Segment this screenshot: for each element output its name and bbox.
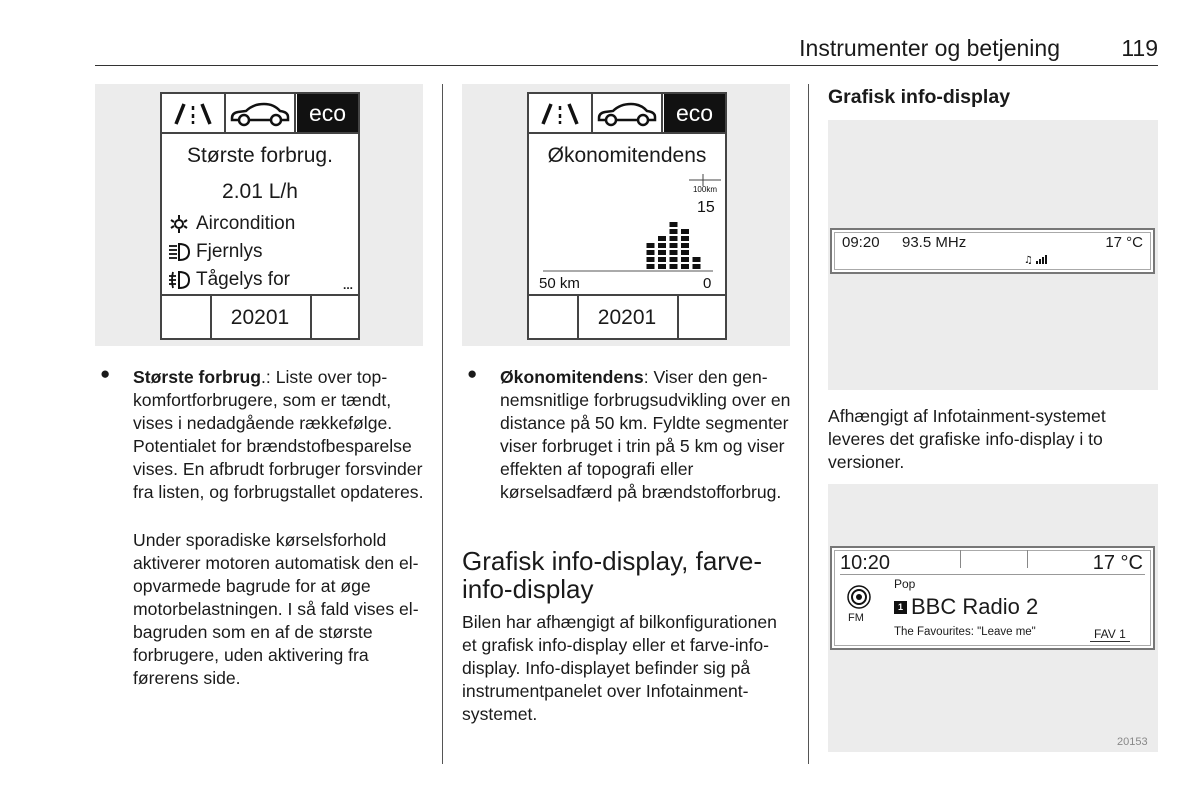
- tab-eco: eco: [297, 94, 358, 132]
- consumer-label: Tågelys for: [196, 269, 290, 290]
- consumer-row: [168, 212, 295, 236]
- trend-bars: [647, 222, 701, 269]
- distance-label: 50 km: [539, 275, 580, 292]
- section-paragraph: Bilen har afhængigt af bilkonfigurationen et grafisk info-display eller et farve-info-display. Info-displayet befinder sig på instrumentpanelet over Infotainment-systemet.: [462, 612, 777, 724]
- trend-bar-segment: [647, 257, 655, 262]
- tab-eco: eco: [664, 94, 725, 132]
- trend-chart: [529, 174, 725, 292]
- separator-tick: [960, 550, 961, 568]
- economy-trend-display: [527, 92, 727, 340]
- column-divider-1: [442, 84, 443, 764]
- bullet-economy-trend: [500, 366, 792, 504]
- car-icon: [226, 94, 294, 132]
- consumption-value: 2.01 L/h: [222, 180, 298, 203]
- consumer-row: [168, 268, 290, 292]
- bullet-marker: ●: [467, 364, 478, 383]
- favourite-label: FAV 1: [1090, 627, 1130, 642]
- consumer-label: Fjernlys: [196, 241, 263, 262]
- scale-label: 100km: [692, 185, 718, 194]
- header-rule: [95, 65, 1158, 66]
- bullet-marker: ●: [100, 364, 111, 383]
- display-footer: [529, 294, 725, 338]
- svg-text:♫: ♫: [1024, 255, 1033, 264]
- more-indicator: ...: [342, 278, 353, 292]
- trend-bar-segment: [670, 257, 678, 262]
- divider-line: [840, 574, 1145, 575]
- trend-bar-segment: [681, 243, 689, 248]
- trend-bar-segment: [658, 264, 666, 269]
- tab-car: [226, 94, 296, 132]
- consumer-label: Aircondition: [196, 213, 296, 234]
- trend-bar-segment: [658, 243, 666, 248]
- trend-bar-segment: [647, 264, 655, 269]
- outside-temperature: 17 °C: [1092, 552, 1143, 574]
- outside-temperature: 17 °C: [1105, 234, 1143, 251]
- display-bezel: [834, 232, 1151, 270]
- trend-bar-segment: [670, 222, 678, 227]
- consumption-display: [160, 92, 360, 340]
- front-fog-light-icon: [168, 270, 190, 290]
- trend-bar-segment: [670, 250, 678, 255]
- program-type: Pop: [894, 577, 916, 591]
- footer-code: 20201: [230, 306, 290, 329]
- radio-broadcast-icon: [846, 584, 872, 610]
- station-name-row: [894, 594, 1038, 620]
- trend-bar-segment: [670, 229, 678, 234]
- display-footer: [162, 294, 358, 338]
- tab-road: [162, 94, 226, 132]
- trend-bar-segment: [681, 257, 689, 262]
- song-info: The Favourites: "Leave me": [894, 626, 1036, 638]
- trend-bar-segment: [693, 257, 701, 262]
- trend-bar-segment: [658, 236, 666, 241]
- subsection-heading: Grafisk info-display: [828, 86, 1011, 108]
- separator-tick: [1027, 550, 1028, 568]
- car-icon: [593, 94, 661, 132]
- end-label: 0: [703, 275, 712, 292]
- display-title: Økonomitendens: [547, 144, 707, 167]
- trend-bar-segment: [647, 250, 655, 255]
- trend-bar-segment: [658, 257, 666, 262]
- aircondition-icon: [168, 214, 190, 234]
- section-heading: Grafisk info-display, farve-info-display: [462, 546, 763, 604]
- trend-bar-segment: [670, 243, 678, 248]
- clock-time: 09:20: [842, 234, 880, 251]
- scale-value: 15: [697, 199, 715, 216]
- page-header-title: Instrumenter og betjening: [799, 35, 1060, 61]
- high-beam-icon: [168, 242, 190, 262]
- page-number: 119: [1121, 35, 1158, 61]
- column-divider-2: [808, 84, 809, 764]
- clock-time: 10:20: [840, 552, 891, 574]
- display-title: Største forbrug.: [187, 144, 333, 167]
- consumer-row: [168, 240, 263, 264]
- display-tabs: [162, 94, 358, 134]
- band-label: FM: [848, 612, 864, 624]
- bullet-term: Største forbrug: [133, 367, 262, 387]
- trend-bar-segment: [670, 236, 678, 241]
- info-display-basic: [830, 228, 1155, 274]
- trend-bar-segment: [647, 243, 655, 248]
- tab-car: [593, 94, 663, 132]
- trend-bar-segment: [670, 264, 678, 269]
- paragraph-rear-window: Under sporadiske kørselsforhold aktiverer motoren automatisk den el-opvarmede bagrude for at øge motorbelastningen. I så fald vises el-bagruden som en af de største forbrugere, uden aktivering fra førerens side.: [133, 530, 419, 688]
- footer-code: 20201: [597, 306, 657, 329]
- figure-code: 20153: [1117, 736, 1148, 748]
- road-icon: [162, 94, 224, 132]
- signal-strength-icon: [1024, 254, 1052, 264]
- tab-road: [529, 94, 593, 132]
- trend-bar-segment: [658, 250, 666, 255]
- trend-bar-segment: [681, 229, 689, 234]
- display-tabs: [529, 94, 725, 134]
- trend-bar-segment: [681, 264, 689, 269]
- bullet-largest-consumers: [133, 366, 428, 504]
- road-icon: [529, 94, 591, 132]
- info-display-extended: [830, 546, 1155, 650]
- bullet-description: .: Liste over topkomfortforbrugere, som er tændt, vises i nedadgående rækkefølge. Potentialet for brændstofbesparelse vises. En afbrudt forbruger forsvinder fra listen, og forbrugstallet opdateres.: [133, 367, 424, 502]
- subsection-paragraph: Afhængigt af Infotainment-systemet leveres det grafiske info-display i to versioner.: [828, 406, 1106, 472]
- trend-bar-segment: [681, 250, 689, 255]
- radio-frequency: 93.5 MHz: [902, 234, 967, 251]
- trend-bar-segment: [681, 236, 689, 241]
- trend-bar-segment: [693, 264, 701, 269]
- bullet-term: Økonomitendens: [500, 367, 644, 387]
- bullet-description: : Viser den gennemsnitlige forbrugsudvikling over en distance på 50 km. Fyldte segmenter viser forbruget i trin på 5 km og viser effekten af topografi eller kørselsadfærd på brændstofforbrug.: [500, 367, 791, 502]
- preset-number: 1: [894, 601, 907, 614]
- station-name: BBC Radio 2: [911, 594, 1039, 619]
